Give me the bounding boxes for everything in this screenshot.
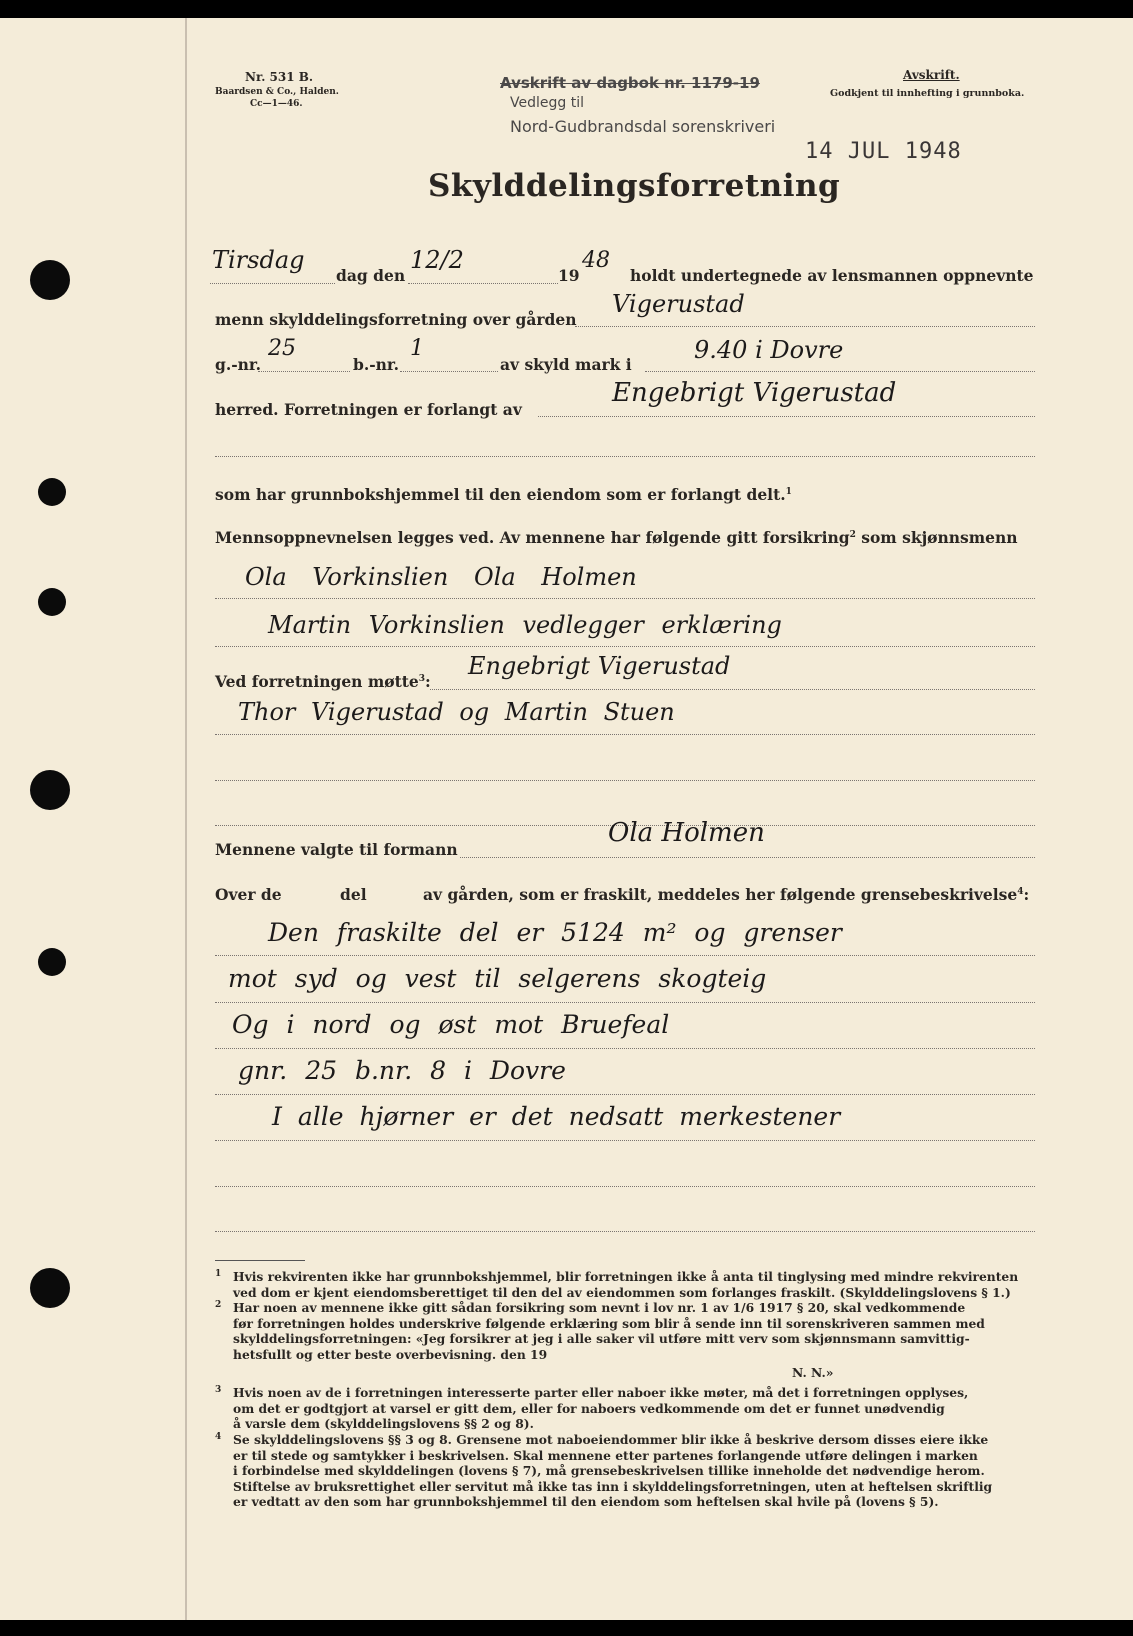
handwritten-weekday: Tirsdag xyxy=(212,246,305,274)
label-skyld: av skyld mark i xyxy=(500,355,632,374)
handwritten-bnr: 1 xyxy=(410,336,424,361)
footnote-line: Har noen av mennene ikke gitt sådan forsikring som nevnt i lov nr. 1 av 1/6 1917 § 20, skal vedkommende xyxy=(233,1300,966,1316)
date-stamp: 14 JUL 1948 xyxy=(805,139,962,164)
handwritten-men-line1: Ola Vorkinslien Ola Holmen xyxy=(245,563,637,591)
label-bnr: b.-nr. xyxy=(353,355,400,374)
handwritten-farm: Vigerustad xyxy=(612,290,745,318)
handwritten-description-line: Og i nord og øst mot Bruefeal xyxy=(232,1010,670,1039)
fill-line xyxy=(215,780,1035,781)
footnote-number: 4 xyxy=(215,1432,222,1442)
handwritten-skyld: 9.40 i Dovre xyxy=(694,336,844,364)
handwritten-description-line: Den fraskilte del er 5124 m² og grenser xyxy=(268,918,842,947)
binder-hole xyxy=(38,588,66,616)
label-year-prefix: 19 xyxy=(558,266,580,285)
footnote-line: om det er godtgjort at varsel er gitt dem, eller for naboers vedkommende om det er funnet unødvendig xyxy=(233,1400,945,1416)
label-chairman: Mennene valgte til formann xyxy=(215,840,458,859)
fill-line xyxy=(215,1140,1035,1141)
handwritten-attendee1: Engebrigt Vigerustad xyxy=(468,652,731,680)
grunnbok-text: som har grunnbokshjemmel til den eiendom som er forlangt delt.$^1$ xyxy=(215,485,792,504)
fill-line xyxy=(215,734,1035,735)
fill-line xyxy=(215,1002,1035,1003)
label-attended: Ved forretningen møtte$^3$: xyxy=(215,672,431,691)
boundary-text: av gården, som er fraskilt, meddeles her følgende grensebeskrivelse$^4$: xyxy=(423,885,1030,904)
handwritten-description-line: gnr. 25 b.nr. 8 i Dovre xyxy=(238,1056,566,1085)
copy-approval: Godkjent til innhefting i grunnboka. xyxy=(830,88,1025,99)
label-herred: herred. Forretningen er forlangt av xyxy=(215,400,522,419)
handwritten-date: 12/2 xyxy=(410,246,464,274)
copy-title: Avskrift. xyxy=(903,68,960,82)
footnote-signature: N. N.» xyxy=(792,1365,834,1380)
footnote-line: skylddelingsforretningen: «Jeg forsikrer at jeg i alle saker vil utføre mitt verv som skjønnsmann samvittig- xyxy=(233,1331,970,1347)
footnote-line: er til stede og samtykker i beskrivelsen. Skal mennene etter partenes forlangende utføre delingen i marken xyxy=(233,1447,978,1463)
fill-line xyxy=(575,326,1035,327)
line2-text: menn skylddelingsforretning over gården xyxy=(215,310,577,329)
footnote-line: Se skylddelingslovens §§ 3 og 8. Grensene mot naboeiendommer blir ikke å beskrive dersom disses eiere ikke xyxy=(233,1432,989,1447)
binder-hole xyxy=(30,770,70,810)
footnote-line: i forbindelse med skylddelingen (lovens § 7), må grensebeskrivelsen tillike inneholde det nødvendige herom. xyxy=(233,1463,985,1479)
binder-hole xyxy=(38,948,66,976)
label-del: del xyxy=(340,885,367,904)
handwritten-description-line: mot syd og vest til selgerens skogteig xyxy=(228,964,767,993)
fill-line xyxy=(215,1186,1035,1187)
footnote-line: hetsfullt og etter beste overbevisning. den 19 xyxy=(233,1347,548,1362)
footnote-line: ved dom er kjent eiendomsberettiget til den del av eiendommen som forlanges fraskilt. (Skylddelingslovens § 1.) xyxy=(233,1284,1011,1300)
handwritten-chairman: Ola Holmen xyxy=(608,818,765,848)
fill-line xyxy=(215,646,1035,647)
fill-line xyxy=(538,416,1035,417)
binder-hole xyxy=(30,1268,70,1308)
footnote-line: Hvis noen av de i forretningen interesserte parter eller naboer ikke møter, må det i forretningen opplyses, xyxy=(233,1385,969,1400)
fill-line xyxy=(215,1231,1035,1232)
fill-line xyxy=(215,955,1035,956)
appointment-text: Mennsoppnevnelsen legges ved. Av mennene har følgende gitt forsikring$^2$ som skjønnsmenn xyxy=(215,528,1018,547)
form-code: Cc—1—46. xyxy=(250,99,303,109)
handwritten-men-line2: Martin Vorkinslien vedlegger erklæring xyxy=(268,611,782,639)
fill-line xyxy=(400,371,498,372)
footnote-line: å varsle dem (skylddelingslovens §§ 2 og 8). xyxy=(233,1416,534,1432)
margin-line xyxy=(185,18,187,1620)
footnote-line: Stiftelse av bruksrettighet eller servitut må ikke tas inn i skylddelingsforretningen, uten at heftelsen skriftlig xyxy=(233,1478,993,1494)
footnote-rule xyxy=(215,1260,305,1261)
stamp-journal: Avskrift av dagbok nr. 1179-19 xyxy=(500,74,760,92)
label-dag-den: dag den xyxy=(336,266,406,285)
stamp-court: Nord-Gudbrandsdal sorenskriveri xyxy=(510,117,776,136)
printer-name: Baardsen & Co., Halden. xyxy=(215,87,339,97)
fill-line xyxy=(408,283,558,284)
fill-line xyxy=(215,456,1035,457)
label-over-de: Over de xyxy=(215,885,282,904)
stamp-attachment: Vedlegg til xyxy=(510,95,584,111)
fill-line xyxy=(645,371,1035,372)
footnote-number: 3 xyxy=(215,1385,222,1395)
binder-hole xyxy=(30,260,70,300)
fill-line xyxy=(430,689,1035,690)
fill-line xyxy=(460,857,1035,858)
footnote-number: 2 xyxy=(215,1300,222,1310)
footnote-line: er vedtatt av den som har grunnbokshjemmel til den eiendom som heftelsen skal hvile på (lovens § 5). xyxy=(233,1494,939,1510)
handwritten-description-line: I alle hjørner er det nedsatt merkestener xyxy=(272,1102,841,1131)
fill-line xyxy=(258,371,350,372)
footnote-line: før forretningen holdes underskrive følgende erklæring som blir å sende inn til sorenskriveren sammen med xyxy=(233,1315,985,1331)
binder-hole xyxy=(38,478,66,506)
document-title: Skylddelingsforretning xyxy=(428,168,841,204)
label-gnr: g.-nr. xyxy=(215,355,262,374)
footnote-number: 1 xyxy=(215,1269,222,1279)
fill-line xyxy=(215,1048,1035,1049)
handwritten-attendee2: Thor Vigerustad og Martin Stuen xyxy=(238,698,675,726)
form-number: Nr. 531 B. xyxy=(245,70,314,84)
fill-line xyxy=(215,598,1035,599)
line1-text: holdt undertegnede av lensmannen oppnevnte xyxy=(630,266,1034,285)
fill-line xyxy=(210,283,335,284)
handwritten-year: 48 xyxy=(582,248,610,273)
footnote-line: Hvis rekvirenten ikke har grunnbokshjemmel, blir forretningen ikke å anta til tinglysing med mindre rekvirenten xyxy=(233,1269,1019,1284)
handwritten-gnr: 25 xyxy=(268,336,296,361)
fill-line xyxy=(215,1094,1035,1095)
handwritten-requester: Engebrigt Vigerustad xyxy=(612,378,897,408)
document-page xyxy=(0,18,1133,1620)
